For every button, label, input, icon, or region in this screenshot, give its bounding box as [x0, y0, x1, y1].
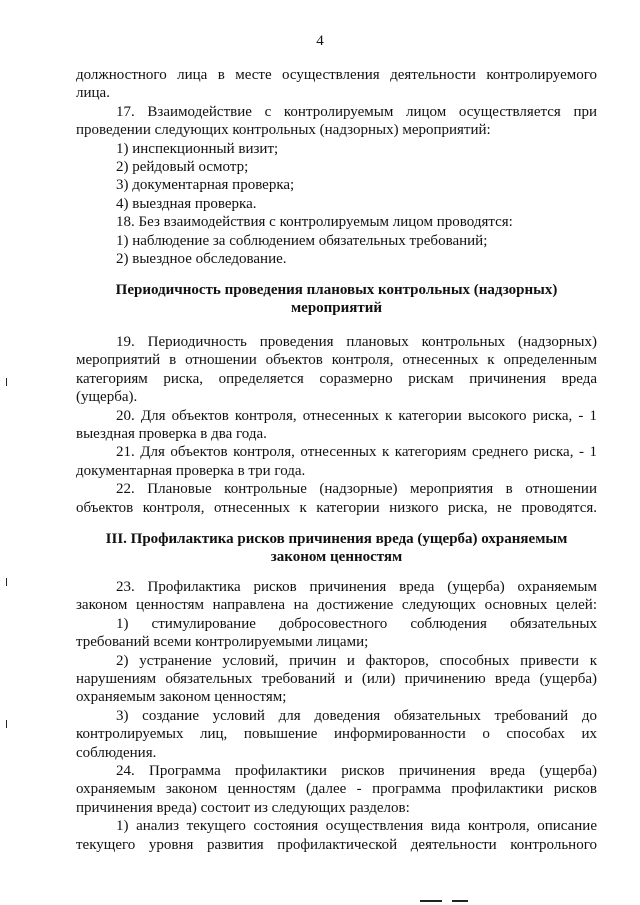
text-line: проведении следующих контрольных (надзорных) мероприятий: — [76, 122, 491, 139]
text-line: контролируемых лиц, повышение информированности о способах их — [76, 726, 597, 743]
paragraph-block-1 — [76, 66, 597, 268]
heading-line: мероприятий — [290, 300, 383, 317]
text-line: 17. Взаимодействие с контролируемым лицом осуществляется при — [116, 103, 597, 120]
scan-mark — [420, 900, 442, 902]
scan-mark — [6, 720, 7, 728]
paragraph-block-2 — [76, 333, 597, 517]
text-line: 1) стимулирование добросовестного соблюдения обязательных — [116, 615, 597, 632]
heading-line: Периодичность проведения плановых контрольных (надзорных) — [115, 282, 558, 298]
scan-mark — [6, 378, 7, 386]
text-line: требований всеми контролируемыми лицами; — [76, 634, 369, 651]
text-line: нарушениям обязательных требований и (или) причинению вреда (ущерба) — [76, 671, 597, 688]
text-line: категориям риска, определяется соразмерно рискам причинения вреда — [76, 370, 597, 387]
heading-line: законом ценностям — [270, 549, 403, 566]
section-heading — [76, 281, 597, 318]
text-line: текущего уровня развития профилактической деятельности контрольного — [76, 836, 597, 853]
text-line: 1) наблюдение за соблюдением обязательных требований; — [116, 232, 488, 249]
section-heading — [76, 530, 597, 567]
text-line: должностного лица в месте осуществления деятельности контролируемого — [76, 67, 597, 83]
text-line: лица. — [76, 85, 110, 102]
text-line: выездная проверка в два года. — [76, 426, 267, 443]
paragraph-block-3 — [76, 578, 597, 854]
text-line: 2) рейдовый осмотр; — [116, 159, 249, 176]
page-number: 4 — [316, 33, 324, 49]
text-line: 22. Плановые контрольные (надзорные) мероприятия в отношении — [116, 481, 597, 498]
heading-line: III. Профилактика рисков причинения вреда (ущерба) охраняемым — [105, 531, 568, 547]
text-line: документарная проверка в три года. — [76, 462, 306, 479]
text-line: 4) выездная проверка. — [116, 195, 257, 212]
text-line: 3) создание условий для доведения обязательных требований до — [116, 707, 597, 724]
text-line: 20. Для объектов контроля, отнесенных к категории высокого риска, - 1 — [116, 407, 597, 424]
text-line: законом ценностям направлена на достижение следующих основных целей: — [76, 597, 597, 614]
text-line: 1) анализ текущего состояния осуществления вида контроля, описание — [116, 818, 597, 835]
text-line: мероприятий в отношении объектов контроля, отнесенных к определенным — [76, 352, 597, 369]
scan-mark — [452, 900, 468, 902]
scan-mark — [6, 578, 7, 586]
text-line: 2) устранение условий, причин и факторов, способных привести к — [116, 652, 597, 669]
text-line: 1) инспекционный визит; — [116, 140, 279, 157]
text-line: охраняемым законом ценностям; — [76, 689, 287, 706]
text-line: 21. Для объектов контроля, отнесенных к категориям среднего риска, - 1 — [116, 444, 597, 461]
text-line: соблюдения. — [76, 744, 157, 761]
text-line: объектов контроля, отнесенных к категории низкого риска, не проводятся. — [76, 499, 597, 516]
text-line: 3) документарная проверка; — [116, 177, 295, 194]
text-line: причинения вреда) состоит из следующих разделов: — [76, 799, 410, 816]
text-line: 2) выездное обследование. — [116, 251, 287, 268]
text-line: (ущерба). — [76, 389, 138, 406]
text-line: 24. Программа профилактики рисков причинения вреда (ущерба) — [116, 763, 597, 780]
text-line: 23. Профилактика рисков причинения вреда (ущерба) охраняемым — [116, 579, 597, 595]
text-line: охраняемым законом ценностям (далее - программа профилактики рисков — [76, 781, 597, 798]
text-line: 19. Периодичность проведения плановых контрольных (надзорных) — [116, 334, 597, 350]
text-line: 18. Без взаимодействия с контролируемым лицом проводятся: — [116, 214, 513, 231]
